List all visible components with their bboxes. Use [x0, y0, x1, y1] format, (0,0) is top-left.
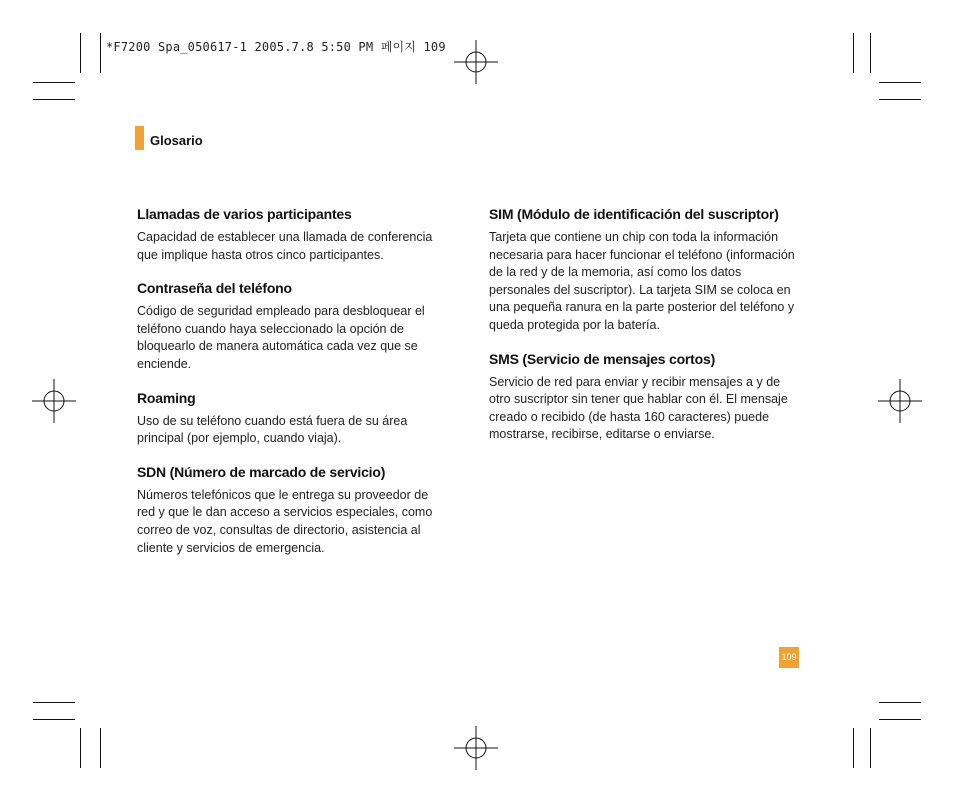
glossary-definition: Capacidad de establecer una llamada de conferencia que implique hasta otros cinco participantes.: [137, 230, 433, 262]
glossary-column-left: [137, 206, 447, 573]
glossary-term: SDN (Número de marcado de servicio): [137, 463, 386, 480]
crop-mark: [879, 99, 921, 100]
glossary-entry: [137, 464, 447, 557]
crop-mark: [80, 728, 81, 768]
crop-mark: [853, 33, 854, 73]
glossary-column-right: [489, 206, 799, 460]
glossary-definition: Servicio de red para enviar y recibir mensajes a y de otro suscriptor sin tener que hablar con él. El mensaje creado o recibido (de hasta 160 caracteres) puede mostrarse, recibirse, editarse o enviarse.: [489, 374, 788, 442]
registration-mark-icon: [454, 40, 498, 84]
crop-mark: [879, 702, 921, 703]
crop-mark: [870, 33, 871, 73]
print-slug: *F7200 Spa_050617-1 2005.7.8 5:50 PM 페이지 109: [106, 40, 446, 54]
glossary-definition: Código de seguridad empleado para desbloquear el teléfono cuando haya seleccionado la opción de bloquearlo de manera automática cada vez que se enciende.: [137, 304, 425, 371]
glossary-entry: [489, 351, 799, 444]
crop-mark: [879, 719, 921, 720]
crop-mark: [33, 702, 75, 703]
glossary-term: SIM (Módulo de identificación del suscriptor): [489, 206, 779, 222]
crop-mark: [100, 33, 101, 73]
crop-mark: [879, 82, 921, 83]
registration-mark-icon: [454, 726, 498, 770]
registration-mark-icon: [32, 379, 76, 423]
glossary-entry: [489, 206, 799, 335]
section-title: Glosario: [150, 133, 203, 148]
crop-mark: [33, 82, 75, 83]
section-tab-marker: [135, 126, 144, 150]
glossary-entry: [137, 390, 447, 448]
crop-mark: [80, 33, 81, 73]
glossary-entry: [137, 280, 447, 373]
crop-mark: [100, 728, 101, 768]
glossary-definition: Tarjeta que contiene un chip con toda la información necesaria para hacer funcionar el teléfono (información de la red y de la memoria, así como los datos personales del suscriptor). La tarjeta SIM se coloca en una pequeña ranura en la parte posterior del teléfono y queda protegida por la batería.: [489, 230, 795, 332]
registration-mark-icon: [878, 379, 922, 423]
crop-mark: [33, 719, 75, 720]
glossary-term: Roaming: [137, 389, 196, 406]
glossary-definition: Números telefónicos que le entrega su proveedor de red y que le dan acceso a servicios especiales, como correo de voz, consultas de directorio, asistencia al cliente y servicios de emergencia.: [137, 487, 433, 555]
glossary-term: SMS (Servicio de mensajes cortos): [489, 350, 716, 367]
glossary-definition: Uso de su teléfono cuando está fuera de su área principal (por ejemplo, cuando viaja).: [137, 413, 408, 446]
page-number-badge: 109: [779, 647, 799, 668]
glossary-term: Contraseña del teléfono: [137, 280, 292, 297]
crop-mark: [853, 728, 854, 768]
crop-mark: [33, 99, 75, 100]
glossary-entry: [137, 206, 447, 264]
glossary-term: Llamadas de varios participantes: [137, 206, 352, 222]
crop-mark: [870, 728, 871, 768]
